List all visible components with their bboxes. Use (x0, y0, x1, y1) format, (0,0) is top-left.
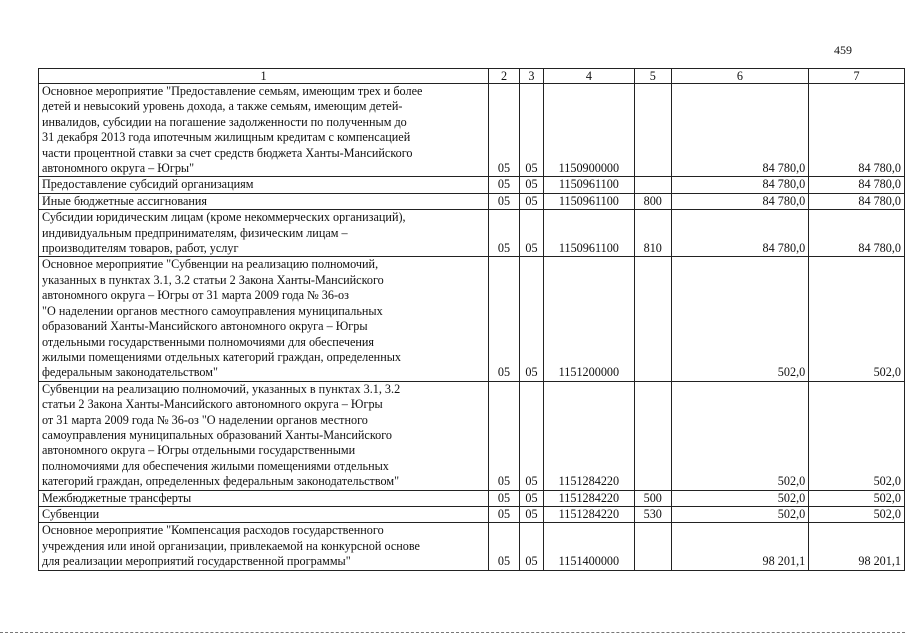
table-row (39, 177, 905, 193)
row-amount-total: 502,0 (809, 490, 905, 506)
row-expense-type: 530 (634, 506, 671, 522)
row-amount-plan: 502,0 (671, 257, 808, 381)
row-target-code: 1151200000 (543, 257, 634, 381)
row-section: 05 (489, 506, 520, 522)
row-section: 05 (489, 210, 520, 257)
row-target-code: 1151284220 (543, 506, 634, 522)
row-target-code: 1150961100 (543, 177, 634, 193)
row-name: Межбюджетные трансферты (39, 490, 489, 506)
row-name: Субвенции (39, 506, 489, 522)
row-amount-total: 502,0 (809, 381, 905, 490)
table-row (39, 523, 905, 570)
column-header-3: 3 (519, 69, 543, 84)
row-section: 05 (489, 84, 520, 177)
row-amount-plan: 84 780,0 (671, 84, 808, 177)
row-name: Субсидии юридическим лицам (кроме некоммерческих организаций), индивидуальным предпринимателям, физическим лицам – производителям товаров, работ, услуг (39, 210, 489, 257)
row-section: 05 (489, 257, 520, 381)
row-name: Основное мероприятие "Предоставление семьям, имеющим трех и более детей и невысокий уровень дохода, а также семьям, имеющим детей- инвалидов, субсидии на погашение задолженности по полученным до 31 декабря 2013 года ипотечным жилищным кредитам с компенсацией части процентной ставки за счет средств бюджета Ханты-Мансийского автономного округа – Югры" (39, 84, 489, 177)
row-amount-plan: 98 201,1 (671, 523, 808, 570)
row-subsection: 05 (519, 381, 543, 490)
row-expense-type (634, 381, 671, 490)
table-row (39, 257, 905, 381)
row-section: 05 (489, 177, 520, 193)
row-subsection: 05 (519, 84, 543, 177)
row-expense-type (634, 257, 671, 381)
row-expense-type: 810 (634, 210, 671, 257)
page-bottom-rule (0, 632, 905, 633)
row-subsection: 05 (519, 490, 543, 506)
row-amount-plan: 84 780,0 (671, 210, 808, 257)
row-subsection: 05 (519, 193, 543, 209)
row-amount-total: 98 201,1 (809, 523, 905, 570)
row-name: Предоставление субсидий организациям (39, 177, 489, 193)
row-subsection: 05 (519, 177, 543, 193)
row-target-code: 1150961100 (543, 193, 634, 209)
table-row (39, 506, 905, 522)
row-name: Основное мероприятие "Субвенции на реализацию полномочий, указанных в пунктах 3.1, 3.2 статьи 2 Закона Ханты-Мансийского автономного округа – Югры от 31 марта 2009 года № 36-оз "О наделении органов местного самоуправления муниципальных образований Ханты-Мансийского автономного округа – Югры отдельными государственными полномочиями для обеспечения жилыми помещениями отдельных категорий граждан, определенных федеральным законодательством" (39, 257, 489, 381)
row-expense-type (634, 177, 671, 193)
row-subsection: 05 (519, 210, 543, 257)
column-header-1: 1 (39, 69, 489, 84)
table-row (39, 210, 905, 257)
table-row (39, 193, 905, 209)
row-target-code: 1150961100 (543, 210, 634, 257)
row-target-code: 1150900000 (543, 84, 634, 177)
row-name: Иные бюджетные ассигнования (39, 193, 489, 209)
row-amount-plan: 502,0 (671, 490, 808, 506)
table-row (39, 381, 905, 490)
table-row (39, 84, 905, 177)
row-expense-type (634, 84, 671, 177)
row-name: Основное мероприятие "Компенсация расходов государственного учреждения или иной организации, привлекаемой на конкурсной основе для реализации мероприятий государственной программы" (39, 523, 489, 570)
row-target-code: 1151400000 (543, 523, 634, 570)
table-row (39, 490, 905, 506)
row-section: 05 (489, 381, 520, 490)
row-expense-type (634, 523, 671, 570)
row-target-code: 1151284220 (543, 381, 634, 490)
row-amount-plan: 502,0 (671, 506, 808, 522)
table-header-row (39, 69, 905, 84)
row-amount-plan: 502,0 (671, 381, 808, 490)
row-subsection: 05 (519, 523, 543, 570)
budget-table (38, 68, 905, 571)
column-header-2: 2 (489, 69, 520, 84)
row-section: 05 (489, 490, 520, 506)
column-header-4: 4 (543, 69, 634, 84)
row-section: 05 (489, 193, 520, 209)
row-amount-total: 502,0 (809, 257, 905, 381)
row-amount-total: 84 780,0 (809, 177, 905, 193)
column-header-7: 7 (809, 69, 905, 84)
row-amount-plan: 84 780,0 (671, 177, 808, 193)
row-amount-total: 84 780,0 (809, 210, 905, 257)
column-header-5: 5 (634, 69, 671, 84)
row-target-code: 1151284220 (543, 490, 634, 506)
row-subsection: 05 (519, 257, 543, 381)
row-subsection: 05 (519, 506, 543, 522)
row-amount-total: 84 780,0 (809, 193, 905, 209)
column-header-6: 6 (671, 69, 808, 84)
row-expense-type: 800 (634, 193, 671, 209)
row-expense-type: 500 (634, 490, 671, 506)
row-name: Субвенции на реализацию полномочий, указанных в пунктах 3.1, 3.2 статьи 2 Закона Ханты-Мансийского автономного округа – Югры от 31 марта 2009 года № 36-оз "О наделении органов местного самоуправления муниципальных образований Ханты-Мансийского автономного округа – Югры отдельными государственными полномочиями для обеспечения жилыми помещениями отдельных категорий граждан, определенных федеральным законодательством" (39, 381, 489, 490)
row-amount-total: 84 780,0 (809, 84, 905, 177)
row-section: 05 (489, 523, 520, 570)
page-number: 459 (834, 43, 852, 57)
row-amount-plan: 84 780,0 (671, 193, 808, 209)
row-amount-total: 502,0 (809, 506, 905, 522)
